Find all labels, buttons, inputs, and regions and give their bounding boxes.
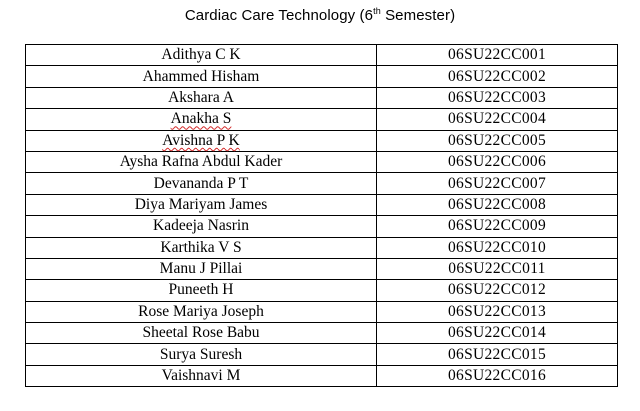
register-number-cell: 06SU22CC001 (377, 45, 618, 66)
document-title (0, 6, 640, 26)
student-name-cell: Puneeth H (26, 280, 377, 301)
register-number-cell: 06SU22CC006 (377, 151, 618, 172)
student-name-cell: Rose Mariya Joseph (26, 301, 377, 322)
student-name-cell: Ahammed Hisham (26, 66, 377, 87)
table-row (26, 66, 618, 87)
student-name-cell: Aysha Rafna Abdul Kader (26, 151, 377, 172)
register-number-cell: 06SU22CC008 (377, 194, 618, 215)
register-number-cell: 06SU22CC013 (377, 301, 618, 322)
table-row (26, 323, 618, 344)
register-number-cell: 06SU22CC002 (377, 66, 618, 87)
table-row (26, 87, 618, 108)
spellcheck-flagged-name: Anakha S (170, 110, 232, 128)
student-name-cell: Diya Mariyam James (26, 194, 377, 215)
student-name-cell (26, 130, 377, 151)
register-number-cell: 06SU22CC016 (377, 365, 618, 386)
table-row (26, 216, 618, 237)
table-row (26, 194, 618, 215)
student-name-cell: Karthika V S (26, 237, 377, 258)
register-number-cell: 06SU22CC014 (377, 323, 618, 344)
student-name-cell: Surya Suresh (26, 344, 377, 365)
student-name-cell: Vaishnavi M (26, 365, 377, 386)
table-row (26, 109, 618, 130)
table-row (26, 45, 618, 66)
student-name-cell (26, 109, 377, 130)
student-roster-table (25, 44, 618, 387)
student-name-cell: Sheetal Rose Babu (26, 323, 377, 344)
spellcheck-flagged-name: Avishna P K (162, 131, 240, 149)
student-name-cell: Adithya C K (26, 45, 377, 66)
register-number-cell: 06SU22CC007 (377, 173, 618, 194)
document-title-suffix: Semester) (380, 7, 456, 24)
document-title-text: Cardiac Care Technology (6 (184, 7, 374, 24)
student-name-cell: Devananda P T (26, 173, 377, 194)
document-title-superscript: th (373, 6, 381, 16)
table-row (26, 301, 618, 322)
student-name-cell: Manu J Pillai (26, 258, 377, 279)
register-number-cell: 06SU22CC011 (377, 258, 618, 279)
table-row (26, 280, 618, 301)
student-name-cell: Akshara A (26, 87, 377, 108)
register-number-cell: 06SU22CC005 (377, 130, 618, 151)
table-row (26, 365, 618, 386)
table-row (26, 344, 618, 365)
register-number-cell: 06SU22CC015 (377, 344, 618, 365)
register-number-cell: 06SU22CC009 (377, 216, 618, 237)
register-number-cell: 06SU22CC010 (377, 237, 618, 258)
table-row (26, 151, 618, 172)
table-row (26, 130, 618, 151)
table-row (26, 258, 618, 279)
table-row (26, 237, 618, 258)
student-name-cell: Kadeeja Nasrin (26, 216, 377, 237)
table-row (26, 173, 618, 194)
register-number-cell: 06SU22CC003 (377, 87, 618, 108)
register-number-cell: 06SU22CC004 (377, 109, 618, 130)
student-roster-body (26, 45, 618, 387)
register-number-cell: 06SU22CC012 (377, 280, 618, 301)
